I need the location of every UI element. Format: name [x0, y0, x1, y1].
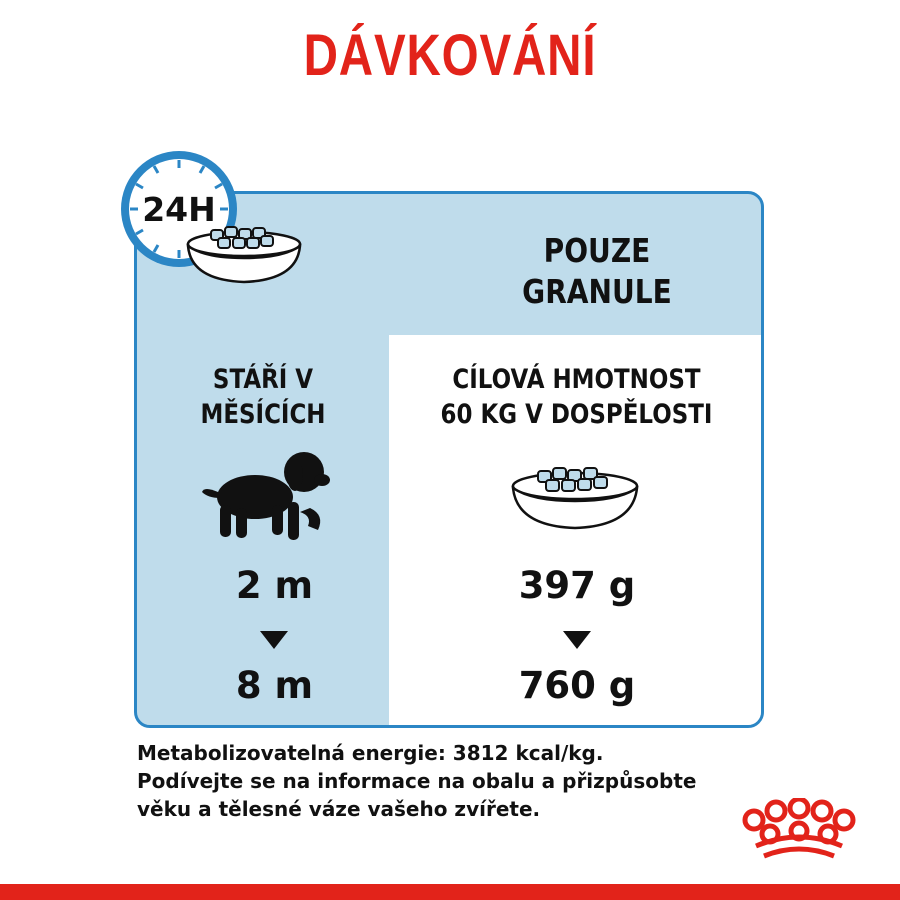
target-heading-line-2: 60 KG V DOSPĚLOSTI	[440, 399, 713, 430]
age-from-value: 2 m	[235, 564, 314, 607]
food-bowl-icon	[183, 224, 305, 288]
target-weight-heading	[417, 362, 736, 432]
food-type-heading	[487, 230, 708, 312]
food-bowl-icon	[508, 464, 642, 534]
royal-canin-crown-logo	[740, 798, 858, 864]
food-type-line-2: GRANULE	[522, 272, 672, 311]
age-to-value: 8 m	[235, 664, 314, 707]
note-line-3: věku a tělesné váze vašeho zvířete.	[137, 797, 541, 821]
amount-arrow-down-icon	[563, 631, 591, 649]
target-heading-line-1: CÍLOVÁ HMOTNOST	[452, 364, 701, 395]
page-title: DÁVKOVÁNÍ	[303, 23, 597, 88]
note-line-1: Metabolizovatelná energie: 3812 kcal/kg.	[137, 741, 604, 765]
age-arrow-down-icon	[260, 631, 288, 649]
energy-note	[137, 739, 737, 823]
amount-from-value: 397 g	[518, 564, 636, 607]
clock-label: 24H	[142, 190, 216, 229]
puppy-icon	[200, 450, 340, 545]
note-line-2: Podívejte se na informace na obalu a přizpůsobte	[137, 769, 697, 793]
brand-bottom-bar	[0, 884, 900, 900]
age-column-heading	[156, 362, 370, 432]
age-heading-line-2: MĚSÍCÍCH	[200, 399, 326, 430]
amount-to-value: 760 g	[518, 664, 636, 707]
age-heading-line-1: STÁŘÍ V	[212, 364, 314, 395]
food-type-line-1: POUZE	[543, 231, 651, 270]
